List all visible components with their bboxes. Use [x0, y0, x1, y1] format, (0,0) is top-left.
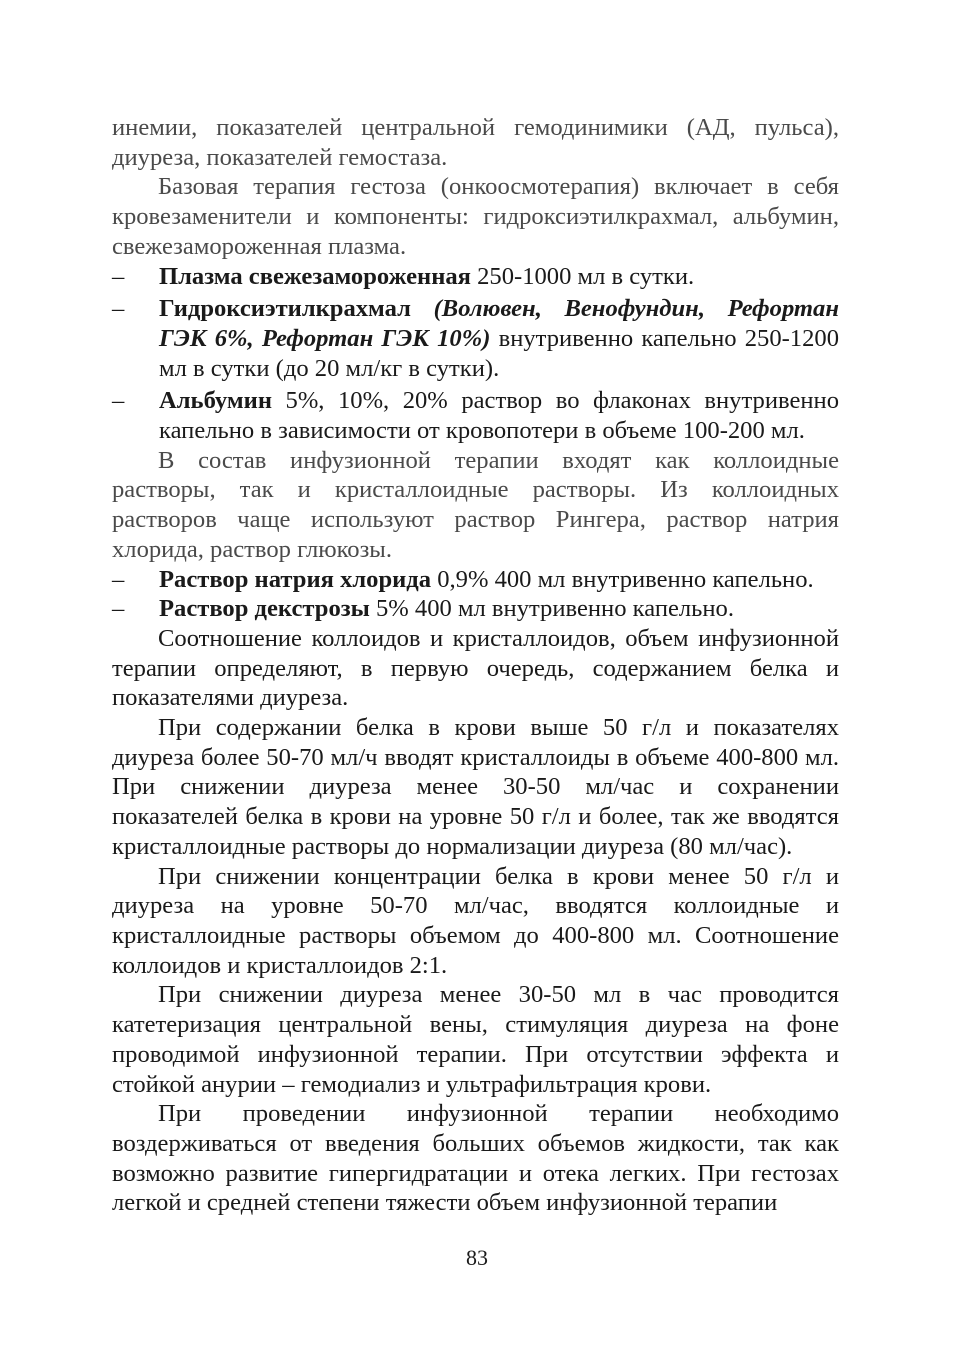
item-title: Плазма свежезамороженная [159, 262, 471, 290]
item-trade-names: (Волювен, Венофундин, Рефортан ГЭК 6%, Рефортан ГЭК 10%) [159, 295, 839, 352]
paragraph-protein-high: При содержании белка в крови выше 50 г/л и показателях диуреза более 50-70 мл/ч вводят кристаллоиды в объеме 400-800 мл. При снижении диуреза менее 30-50 мл/час и сохранении показателей белка в крови на уровне 50 г/л и более, так же вводятся кристаллоидные растворы до нормализации диуреза (80 мл/час). [112, 714, 839, 860]
item-text: внутривенно капельно 250-1200 мл в сутки (до 20 мл/кг в сутки). [159, 324, 839, 382]
list-item-albumin [112, 386, 839, 445]
paragraph-infusion: В состав инфузионной терапии входят как коллоидные растворы, так и кристаллоидные растворы. Из коллоидных растворов чаще используют раствор Рингера, раствор натрия хлорида, раствор глюкозы. [112, 446, 839, 563]
item-text: 0,9% 400 мл внутривенно капельно. [431, 565, 814, 593]
paragraph-continuation: инемии, показателей центральной гемодинимики (АД, пульса), диуреза, показателей гемостаза. [112, 114, 839, 171]
item-text: 5% 400 мл внутривенно капельно. [369, 595, 735, 623]
list-item-dextrose [112, 594, 839, 624]
item-title: Гидроксиэтилкрахмал [159, 295, 411, 323]
list-item-plasma [112, 262, 839, 292]
paragraph-protein-low: При снижении концентрации белка в крови менее 50 г/л и диуреза на уровне 50-70 мл/час, вводятся коллоидные и кристаллоидные растворы объемом до 400-800 мл. Соотношение коллоидов и кристаллоидов 2:1. [112, 862, 839, 979]
item-title: Раствор декстрозы [159, 595, 370, 623]
dash-marker: – [112, 262, 125, 290]
list-item-hes [112, 294, 839, 383]
list-item-sodium-chloride [112, 565, 839, 595]
paragraph-ratio: Соотношение коллоидов и кристаллоидов, объем инфузионной терапии определяют, в первую очередь, содержанием белка и показателями диуреза. [112, 624, 839, 712]
page-body [112, 113, 839, 1218]
page-number: 83 [466, 1245, 488, 1270]
paragraph-diuresis: При снижении диуреза менее 30-50 мл в час проводится катетеризация центральной вены, стимуляция диуреза на фоне проводимой инфузионной терапии. При отсутствии эффекта и стойкой анурии – гемодиализ и ультрафильтрация крови. [112, 981, 839, 1098]
dash-marker: – [112, 595, 125, 623]
paragraph-volume-caution: При проведении инфузионной терапии необходимо воздерживаться от введения больших объемов жидкости, так как возможно развитие гипергидратации и отека легких. При гестозах легкой и средней степени тяжести объем инфузионной терапии [112, 1100, 839, 1217]
dash-marker: – [112, 565, 125, 593]
item-title: Альбумин [159, 387, 272, 415]
item-title: Раствор натрия хлорида [159, 565, 432, 593]
item-text: 5%, 10%, 20% раствор во флаконах внутривенно капельно в зависимости от кровопотери в объеме 100-200 мл. [159, 387, 839, 445]
dash-marker: – [112, 387, 125, 415]
paragraph-base-therapy: Базовая терапия гестоза (онкоосмотерапия) включает в себя кровезаменители и компоненты: гидроксиэтилкрахмал, альбумин, свежезамороженная плазма. [112, 173, 839, 260]
item-text: 250-1000 мл в сутки. [470, 262, 695, 290]
dash-marker: – [112, 295, 125, 323]
